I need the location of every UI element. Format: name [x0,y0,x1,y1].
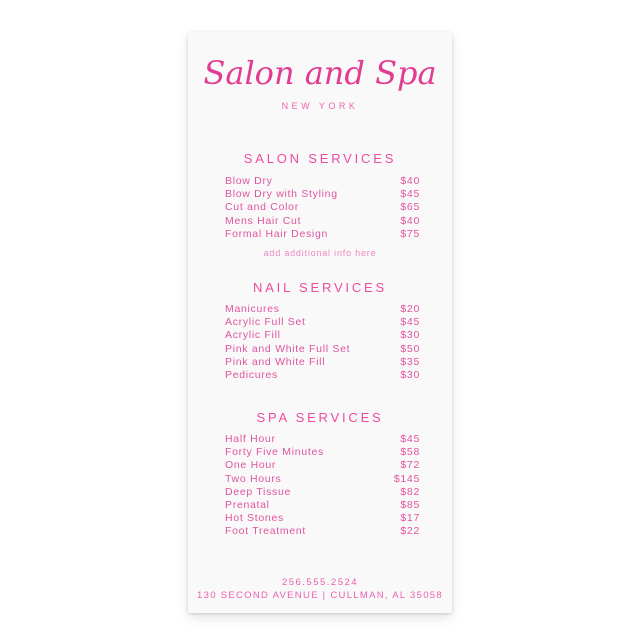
price-row [225,343,420,356]
section-heading-spa: SPA SERVICES [256,410,384,425]
service-name: Blow Dry [225,175,273,187]
price-list-salon [225,175,420,241]
price-row [225,175,420,188]
price-row [225,369,420,382]
price-row [225,446,420,459]
price-row [225,499,420,512]
service-price: $17 [400,512,420,525]
service-price: $58 [400,446,420,459]
brand-subtitle: NEW YORK [281,101,359,111]
price-row [225,486,420,499]
service-price: $45 [400,188,420,201]
service-price: $22 [400,525,420,538]
service-name: Mens Hair Cut [225,214,302,227]
service-price: $50 [400,342,420,355]
service-price: $20 [400,303,420,315]
service-name: Two Hours [225,472,282,485]
price-row [225,356,420,369]
service-price: $40 [400,214,420,227]
service-price: $72 [400,459,420,472]
price-row [225,228,420,241]
service-price: $30 [400,329,420,342]
price-row [225,303,420,316]
service-name: Cut and Color [225,201,299,214]
service-price: $40 [400,175,420,187]
footer-phone: 256.555.2524 [281,577,359,588]
service-name: Pink and White Fill [225,355,326,368]
service-name: Blow Dry with Styling [225,188,338,201]
section-heading-nail: NAIL SERVICES [253,280,387,295]
service-name: Forty Five Minutes [225,446,324,459]
service-name: Formal Hair Design [225,227,329,240]
service-name: Acrylic Fill [225,329,281,342]
service-name: Pink and White Full Set [225,342,351,355]
service-name: Acrylic Full Set [225,316,306,329]
service-price: $85 [400,499,420,512]
service-price: $35 [400,355,420,368]
section-heading-salon: SALON SERVICES [243,151,397,166]
additional-info-note: add additional info here [263,248,377,258]
price-list-nail [225,303,420,382]
service-name: Hot Stones [225,512,284,525]
service-price: $82 [400,485,420,498]
service-name: Manicures [225,303,280,315]
service-price: $65 [400,201,420,214]
service-price: $75 [400,227,420,240]
price-row [225,201,420,214]
service-price: $145 [393,472,420,485]
service-name: One Hour [225,459,277,472]
price-row [225,459,420,472]
footer-address: 130 SECOND AVENUE | CULLMAN, AL 35058 [197,590,443,601]
service-name: Prenatal [225,499,270,512]
price-row [225,329,420,342]
brand-title: Salon and Spa [203,54,437,92]
price-row [225,215,420,228]
price-row [225,433,420,446]
service-price: $45 [400,433,420,445]
service-name: Deep Tissue [225,485,292,498]
price-list-spa [225,433,420,539]
price-row [225,316,420,329]
service-price: $45 [400,316,420,329]
price-row [225,512,420,525]
service-name: Half Hour [225,433,276,445]
rack-card [188,32,452,613]
service-name: Foot Treatment [225,525,306,538]
price-row [225,188,420,201]
service-name: Pedicures [225,369,278,382]
price-row [225,525,420,538]
price-row [225,473,420,486]
service-price: $30 [400,369,420,382]
